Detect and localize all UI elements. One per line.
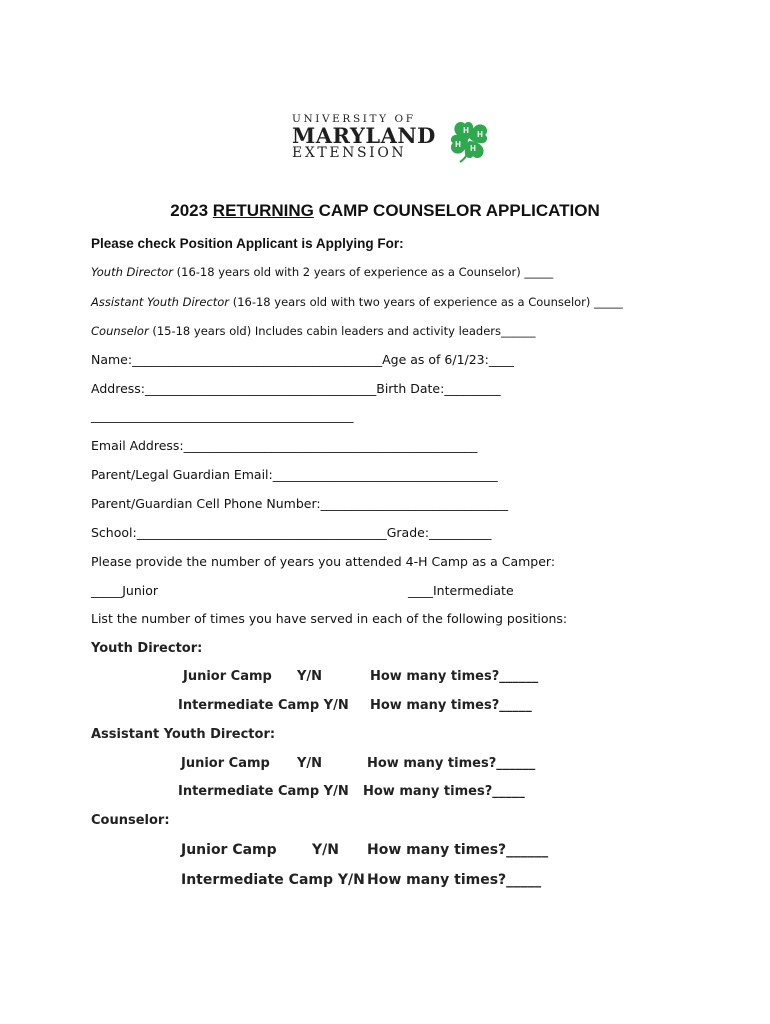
position-name: Counselor: [91, 324, 149, 338]
school-field[interactable]: School:________________________________________Grade:__________: [91, 525, 492, 540]
section-heading: Please check Position Applicant is Applying For:: [91, 236, 404, 251]
logo-line-extension: EXTENSION: [292, 145, 407, 161]
ayd-junior-yn[interactable]: Y/N: [297, 756, 323, 771]
camper-junior-field[interactable]: _____Junior: [91, 583, 159, 598]
ayd-intermediate-times[interactable]: How many times?_____: [363, 784, 525, 799]
c-intermediate-label[interactable]: Intermediate Camp Y/N: [181, 872, 365, 888]
position-desc: (15-18 years old) Includes cabin leaders and activity leaders______: [148, 324, 536, 338]
svg-text:H: H: [477, 130, 483, 139]
c-junior-times[interactable]: How many times?______: [367, 842, 549, 858]
address-line2-field[interactable]: __________________________________________: [91, 408, 354, 423]
extension-logo: [292, 113, 502, 165]
camper-prompt: Please provide the number of years you attended 4-H Camp as a Camper:: [91, 554, 556, 569]
position-desc: (16-18 years old with 2 years of experience as a Counselor) _____: [173, 265, 554, 279]
counselor-heading: Counselor:: [91, 813, 170, 828]
svg-text:H: H: [463, 126, 469, 135]
yd-junior-label: Junior Camp: [183, 669, 272, 684]
assistant-heading: Assistant Youth Director:: [91, 727, 276, 742]
title-year: 2023: [170, 201, 213, 220]
yd-junior-times[interactable]: How many times?______: [370, 669, 539, 684]
position-name: Assistant Youth Director: [91, 295, 230, 309]
c-junior-yn[interactable]: Y/N: [312, 842, 339, 858]
guardian-phone-field[interactable]: Parent/Guardian Cell Phone Number:______________________________: [91, 496, 509, 511]
name-field[interactable]: Name:________________________________________Age as of 6/1/23:____: [91, 352, 514, 367]
camper-intermediate-field[interactable]: ____Intermediate: [408, 583, 514, 598]
page-title: [0, 201, 770, 221]
four-h-clover-icon: [444, 117, 494, 163]
title-rest: CAMP COUNSELOR APPLICATION: [313, 201, 600, 220]
address-field[interactable]: Address:_____________________________________Birth Date:_________: [91, 381, 501, 396]
ayd-intermediate-label[interactable]: Intermediate Camp Y/N: [178, 784, 349, 799]
logo-line-maryland: MARYLAND: [292, 123, 436, 148]
position-counselor[interactable]: [91, 324, 536, 338]
yd-junior-yn[interactable]: Y/N: [297, 669, 323, 684]
email-field[interactable]: Email Address:_______________________________________________: [91, 438, 478, 453]
position-desc: (16-18 years old with two years of experience as a Counselor) _____: [229, 295, 623, 309]
position-assistant-youth-director[interactable]: [91, 295, 623, 309]
svg-text:H: H: [470, 144, 476, 153]
ayd-junior-label: Junior Camp: [181, 756, 270, 771]
guardian-email-field[interactable]: Parent/Legal Guardian Email:____________________________________: [91, 467, 498, 482]
youth-director-heading: Youth Director:: [91, 641, 203, 656]
ayd-junior-times[interactable]: How many times?______: [367, 756, 536, 771]
c-junior-label: Junior Camp: [181, 842, 277, 858]
yd-intermediate-times[interactable]: How many times?_____: [370, 698, 532, 713]
position-name: Youth Director: [91, 265, 173, 279]
title-underlined-word: RETURNING: [212, 201, 314, 220]
logo-wordmark: [292, 113, 438, 161]
logo-line-university: UNIVERSITY OF: [292, 113, 416, 125]
position-youth-director[interactable]: [91, 265, 553, 279]
yd-intermediate-label[interactable]: Intermediate Camp Y/N: [178, 698, 349, 713]
svg-text:H: H: [455, 140, 461, 149]
served-prompt: List the number of times you have served in each of the following positions:: [91, 611, 568, 626]
c-intermediate-times[interactable]: How many times?_____: [367, 872, 542, 888]
